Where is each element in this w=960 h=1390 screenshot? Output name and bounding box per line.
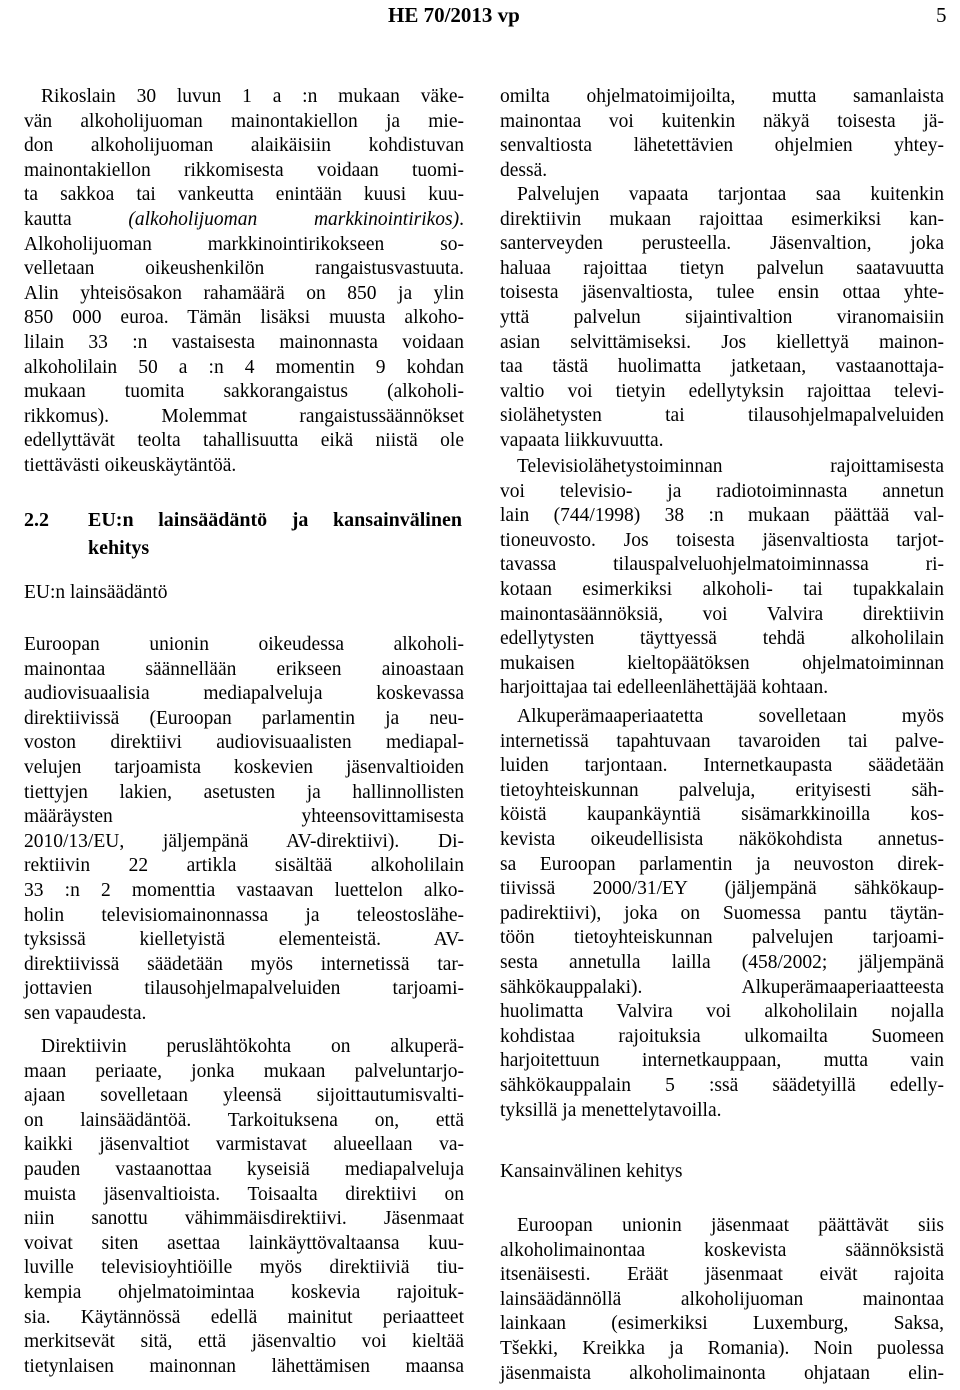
text-line: vän alkoholijuoman mainontakiellon ja mie- (24, 110, 464, 132)
text-line: voivat siten asettaa lainkäyttövaltaansa kuu- (24, 1232, 464, 1254)
text-line: EU:n lainsäädäntö ja kansainvälinen (88, 509, 462, 531)
text-line: Euroopan unionin jäsenmaat päättävät siis (517, 1215, 944, 1236)
subheading-eu-legislation: EU:n lainsäädäntö (24, 582, 168, 603)
text-line: Alkoholijuoman markkinointirikokseen so- (24, 233, 464, 255)
text-line: Euroopan unionin oikeudessa alkoholi- (24, 634, 464, 655)
text-line: dessä. (500, 159, 548, 181)
text-line: mukaan tuomita sakkorangaistus (alkoholi- (24, 381, 464, 403)
paragraph-tv-broadcasting (500, 455, 944, 701)
text-line: Palvelujen vapaata tarjontaa saa kuitenkin (517, 184, 944, 205)
text-line: lainsäädännöllä alkoholijuoman mainontaa (500, 1288, 944, 1310)
document-identifier: HE 70/2013 vp (388, 3, 520, 27)
text-line: tyksissä kielletyistä elementeistä. AV- (24, 929, 464, 951)
text-line: ta sakkoa tai vankeutta enintään kuusi kuu- (24, 184, 464, 206)
text-line: rektiivin 22 artikla sisältää alkoholilain (24, 855, 464, 877)
text-line: Alin yhteisösakon rahamäärä on 850 ja ylin (24, 282, 464, 304)
paragraph-service-restrictions (500, 183, 944, 454)
paragraph-eu-law (24, 633, 464, 1027)
text-line: toisesta jäsenvaltiosta, tulee ensin ottaa yhte- (500, 282, 944, 304)
text-line: kehitys (88, 537, 150, 559)
text-line: direktiivissä (Euroopan parlamentin ja neu- (24, 707, 464, 729)
text-line: santerveyden perusteella. Jäsenvaltion, joka (500, 233, 944, 255)
text-line: audiovisuaalisia mediapalveluja koskevassa (24, 683, 464, 705)
text-line: muista jäsenvaltioista. Toisaalta direktiivi on (24, 1183, 464, 1205)
text-line: määräysten yhteensovittamisesta (24, 806, 464, 828)
text-line: valtio voi tietyin edellytyksin rajoittaa televi- (500, 380, 944, 402)
text-line: sa Euroopan parlamentin ja neuvoston direk- (500, 853, 944, 875)
text-line: Alkuperämaaperiaatetta sovelletaan myös (517, 706, 944, 727)
text-line: Direktiivin peruslähtökohta on alkuperä- (41, 1036, 464, 1057)
text-segment: . (459, 208, 464, 230)
text-line: taa tästä huolimatta jatketaan, vastaanottaja- (500, 356, 944, 378)
paragraph-member-states (500, 1214, 944, 1386)
text-line: Televisiolähetystoiminnan rajoittamisesta (517, 456, 944, 477)
text-line: 850 000 euroa. Tämän lisäksi muusta alkoho- (24, 307, 464, 329)
text-line: sen vapaudesta. (24, 1002, 147, 1024)
text-line: luville televisioyhtiöille myös direktiiviä tiu- (24, 1257, 464, 1279)
text-line: direktiivissä säädetään myös internetissä tar- (24, 953, 464, 975)
text-line: holin televisiomainonnassa ja teleostoslähe- (24, 904, 464, 926)
text-line: Rikoslain 30 luvun 1 a :n mukaan väke- (41, 86, 464, 107)
text-line: tiettävästi oikeuskäytäntöä. (24, 454, 237, 476)
text-line: merkitsevät sitä, että jäsenvaltio voi kieltää (24, 1331, 464, 1353)
italic-text: (alkoholijuoman markkinointirikos) (128, 208, 460, 230)
text-line: huolimatta Valvira voi alkoholilain nojalla (500, 1001, 944, 1023)
text-line: voston direktiivi audiovisuaalisten mediapal- (24, 732, 464, 754)
text-line: köistä kaupankäyntiä sisämarkkinoilla kos- (500, 804, 944, 826)
text-line: harjoittajaa tai edelleenlähettäjää kohtaan. (500, 677, 829, 699)
text-line (24, 208, 464, 233)
text-line: lainkaan (esimerkiksi Luxemburg, Saksa, (500, 1313, 944, 1335)
text-line: itsenäisesti. Eräät jäsenmaat eivät rajoita (500, 1264, 944, 1286)
text-line: don alkoholijuoman alaikäisiin kohdistuvan (24, 135, 464, 157)
text-line: 33 :n 2 momenttia vastaavan luettelon alko- (24, 879, 464, 901)
text-line: edellyttävät teolta tahallisuutta eikä niistä ole (24, 430, 464, 452)
text-line: lain (744/1998) 38 :n mukaan päättää val- (500, 505, 944, 527)
text-line: maan periaate, jonka mukaan palveluntarjo- (24, 1060, 464, 1082)
text-line: tioneuvosto. Jos toisesta jäsenvaltiosta tarjot- (500, 529, 944, 551)
text-line: kaikki jäsenvaltiot varmistavat alueellaan va- (24, 1134, 464, 1156)
paragraph-continuation (500, 85, 944, 183)
text-line: rikkomus). Molemmat rangaistussäännökset (24, 405, 464, 427)
text-line: harjoitettuun internetkauppaan, mutta vain (500, 1050, 944, 1072)
text-segment: kautta (24, 208, 129, 230)
text-line: tyksillä ja menettelytavoilla. (500, 1099, 722, 1121)
paragraph-directive-principle (24, 1035, 464, 1379)
text-line: vapaata liikkuvuutta. (500, 429, 664, 451)
text-line: tietynlaisen mainonnan lähettämisen maansa (24, 1355, 464, 1377)
text-line: Tšekki, Kreikka ja Romania). Noin puolessa (500, 1337, 944, 1359)
text-line: 2010/13/EU, jäljempänä AV-direktiivi). Di- (24, 830, 464, 852)
text-line: edellytysten täyttyessä tehdä alkoholilain (500, 628, 944, 650)
text-line: voi televisio- ja radiotoiminnasta annetun (500, 480, 944, 502)
text-line: direktiivin mukaan rajoittaa esimerkiksi kan- (500, 208, 944, 230)
text-line: jottavien tilausohjelmapalveluiden tarjoami- (24, 978, 464, 1000)
text-line: luiden tarjontaan. Internetkaupasta säädetään (500, 755, 944, 777)
page-number: 5 (936, 3, 947, 27)
text-line: haluaa rajoittaa tietyn palvelun saatavuutta (500, 257, 944, 279)
text-line: omilta ohjelmatoimijoilta, mutta samanlaista (500, 86, 944, 107)
text-line: on lainsäädäntöä. Tarkoituksena on, että (24, 1109, 464, 1131)
text-line: kevista oikeudellisista näkökohdista annetus- (500, 828, 944, 850)
text-line: tavassa tilauspalveluohjelmatoiminnassa ri- (500, 554, 944, 576)
text-line: padirektiivi), joka on Suomessa pantu täytän- (500, 902, 944, 924)
text-line: kotaan esimerkiksi alkoholi- tai tupakkalain (500, 578, 944, 600)
text-line: senvaltiosta lähetettävien ohjelmien yhtey- (500, 135, 944, 157)
text-line: siolähetysten tai tilausohjelmapalveluiden (500, 405, 944, 427)
text-line: mainontaa säännellään erikseen ainoastaan (24, 658, 464, 680)
text-line: niin sanottu vähimmäisdirektiivi. Jäsenmaat (24, 1208, 464, 1230)
section-title (88, 506, 462, 562)
text-line: internetissä tapahtuvaan tavaroiden tai palve- (500, 730, 944, 752)
text-line: tietoyhteiskunnan palveluja, erityisesti säh- (500, 779, 944, 801)
text-line: lilain 33 :n vastaisesta mainonnasta voidaan (24, 331, 464, 353)
text-line: töön tietoyhteiskunnan palvelujen tarjoami- (500, 927, 944, 949)
text-line: mainontaa voi kuitenkin näkyä toisesta jä- (500, 110, 944, 132)
text-line: asian selvittämiseksi. Jos kiellettyä mainon- (500, 331, 944, 353)
text-line: velletaan oikeushenkilön rangaistusvastuuta. (24, 258, 464, 280)
text-line: sähkökauppalaki). Alkuperämaaperiaatteesta (500, 976, 944, 998)
text-line: alkoholimainontaa koskevista säännöksistä (500, 1239, 944, 1261)
text-line: sesta annetulla lailla (458/2002; jäljempänä (500, 951, 944, 973)
section-number: 2.2 (24, 509, 49, 531)
text-line: pauden vastaanottaa kyseisiä mediapalveluja (24, 1158, 464, 1180)
text-line: velujen tarjoamista koskevien jäsenvaltioiden (24, 756, 464, 778)
text-line: tiettyjen lakien, asetusten ja hallinnollisten (24, 781, 464, 803)
text-line: sia. Käytännössä edellä mainitut periaatteet (24, 1306, 464, 1328)
text-line: kempia ohjelmatoimintaa koskevia rajoituk- (24, 1281, 464, 1303)
text-line: yttä palvelun sijaintivaltion viranomaisiin (500, 306, 944, 328)
text-line: mainontasäännöksiä, voi Valvira direktiivin (500, 603, 944, 625)
subheading-international: Kansainvälinen kehitys (500, 1161, 683, 1182)
text-line: kohdistaa rajoituksia ulkomailta Suomeen (500, 1025, 944, 1047)
text-line: sähkökauppalain 5 :ssä säädetyillä edelly- (500, 1074, 944, 1096)
text-line: mukaisen kieltopäätöksen ohjelmatoiminnan (500, 652, 944, 674)
paragraph-country-of-origin (500, 705, 944, 1123)
text-line: alkoholilain 50 a :n 4 momentin 9 kohdan (24, 356, 464, 378)
text-line: ajaan sovelletaan yleensä sijoittautumisvalti- (24, 1085, 464, 1107)
paragraph-rikoslaki (24, 85, 464, 479)
text-line: jäsenmaista alkoholimainonta ohjataan elin- (500, 1362, 944, 1384)
text-line: mainontakiellon rikkomisesta voidaan tuomi- (24, 159, 464, 181)
text-line: tiivissä 2000/31/EY (jäljempänä sähkökaup- (500, 878, 944, 900)
